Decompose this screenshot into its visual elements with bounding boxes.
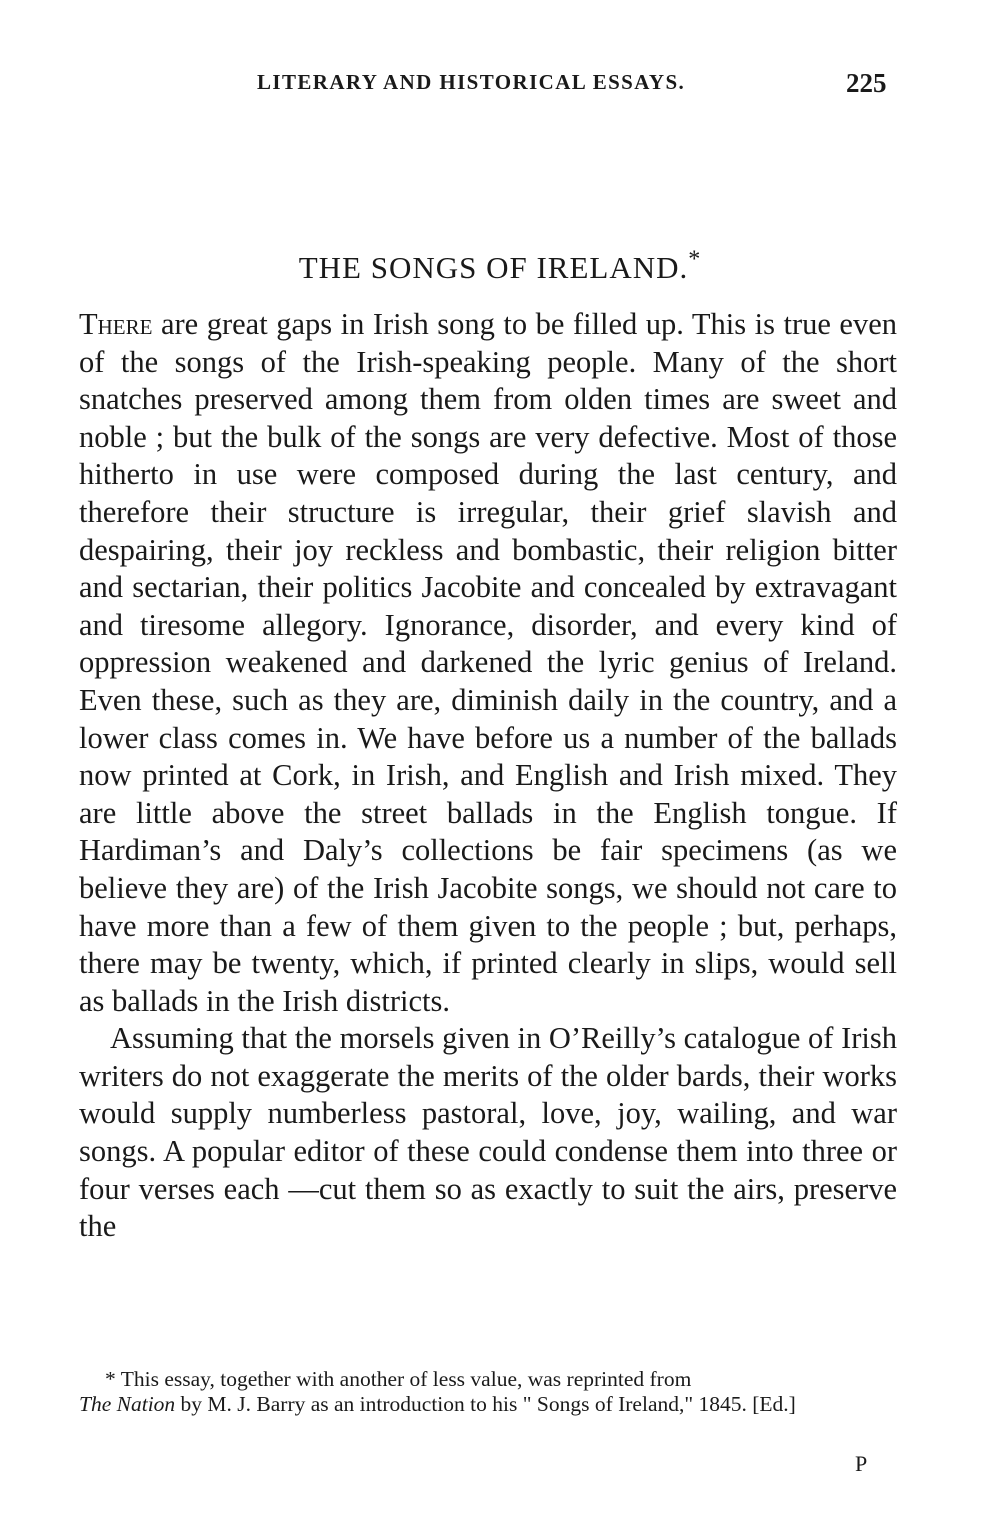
running-head: LITERARY AND HISTORICAL ESSAYS. bbox=[257, 70, 686, 94]
page-number: 225 bbox=[846, 68, 887, 98]
footnote-rest: by M. J. Barry as an introduction to his " Songs of Ireland," 1845. [Ed.] bbox=[175, 1391, 796, 1416]
essay-title-text: THE SONGS OF IRELAND. bbox=[298, 250, 689, 285]
opening-word: There bbox=[79, 307, 153, 341]
footnote-publication: The Nation bbox=[79, 1391, 176, 1416]
paragraph-1-text: are great gaps in Irish song to be filled up. This is true even of the songs of the Irish-speaking people. Many of the short snatches preserved among them from olden times are sweet and noble ; but the bulk of the songs are very defective. Most of those hitherto in use were composed during the last century, and therefore their structure is irregular, their grief slavish and despairing, their joy reckless and bombastic, their religion bitter and sectarian, their politics Jacobite and concealed by extravagant and tiresome allegory. Ignorance, disorder, and every kind of oppression weakened and darkened the lyric genius of Ireland. Even these, such as they are, diminish daily in the country, and a lower class comes in. We have before us a number of the ballads now printed at Cork, in Irish, and English and Irish mixed. They are little above the street ballads in the English tongue. If Hardiman’s and Daly’s collections be fair specimens (as we believe they are) of the Irish Jacobite songs, we should not care to have more than a few of them given to the people ; but, perhaps, there may be twenty, which, if printed clearly in slips, would sell as ballads in the Irish districts. bbox=[79, 307, 897, 1018]
paragraph-2: Assuming that the morsels given in O’Reilly’s catalogue of Irish writers do not exaggerate the merits of the older bards, their works would supply numberless pastoral, love, joy, wailing, and war songs. A popular editor of these could condense them into three or four verses each —cut them so as exactly to suit the airs, preserve the bbox=[79, 1021, 897, 1244]
essay-body bbox=[79, 306, 897, 1246]
footnote-mark: * bbox=[688, 246, 702, 273]
paragraph-1 bbox=[79, 306, 897, 1020]
page-header bbox=[0, 68, 1000, 108]
footnote-lead: * This essay, together with another of less value, was reprinted from bbox=[105, 1367, 692, 1391]
footnote bbox=[79, 1367, 897, 1416]
signature-mark: P bbox=[855, 1451, 868, 1476]
essay-title bbox=[0, 246, 1000, 286]
